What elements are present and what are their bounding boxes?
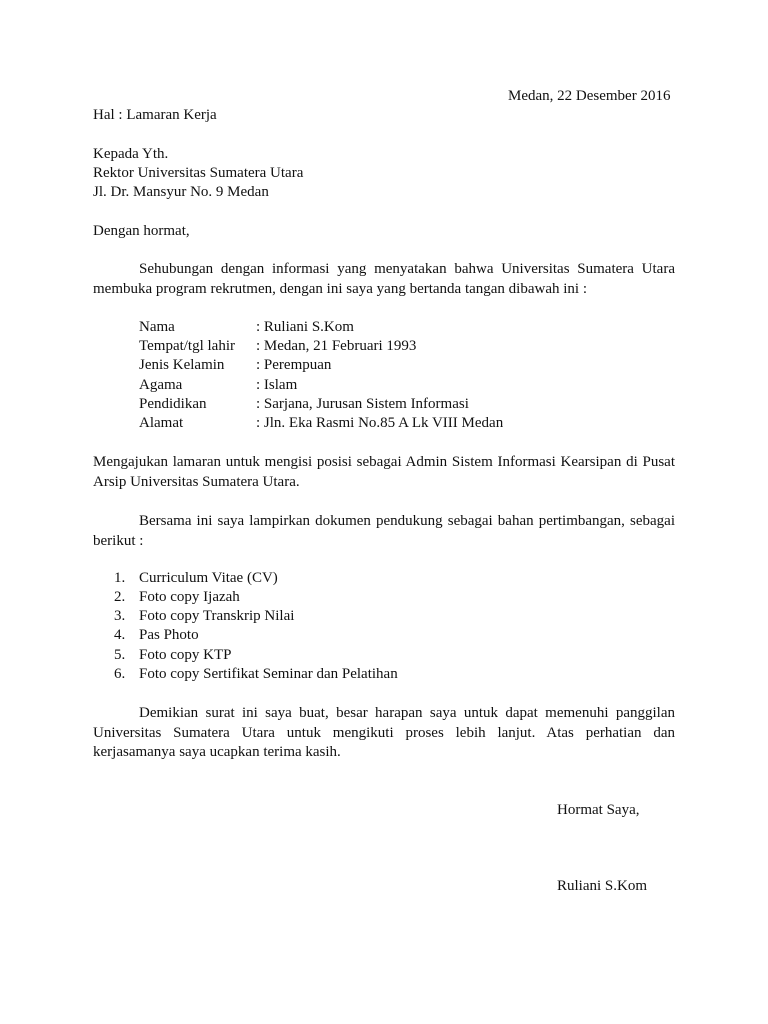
data-row-name <box>139 318 354 337</box>
list-number: 5. <box>114 647 126 663</box>
closing-paragraph: Demikian surat ini saya buat, besar harapan saya untuk dapat memenuhi panggilan Universitas Sumatera Utara untuk mengikuti proses lebih lanjut. Atas perhatian dan kerjasamanya saya ucapkan terima kasih. <box>93 705 675 760</box>
data-row-religion <box>139 376 297 395</box>
data-value: : Ruliani S.Kom <box>256 319 354 335</box>
recipient-line-3: Jl. Dr. Mansyur No. 9 Medan <box>93 184 269 200</box>
sign-off: Hormat Saya, <box>557 802 640 818</box>
signer-name: Ruliani S.Kom <box>557 878 648 894</box>
attachments-intro-paragraph: Bersama ini saya lampirkan dokumen pendukung sebagai bahan pertimbangan, sebagai berikut : <box>93 513 675 549</box>
data-label: Agama <box>139 377 183 393</box>
intro-paragraph: Sehubungan dengan informasi yang menyatakan bahwa Universitas Sumatera Utara membuka program rekrutmen, dengan ini saya yang bertanda tangan dibawah ini : <box>93 261 675 297</box>
list-item <box>114 607 294 626</box>
application-paragraph: Mengajukan lamaran untuk mengisi posisi sebagai Admin Sistem Informasi Kearsipan di Pusat Arsip Universitas Sumatera Utara. <box>93 454 675 490</box>
data-value: : Perempuan <box>256 357 332 373</box>
data-row-address <box>139 414 503 433</box>
list-item <box>114 626 199 645</box>
salutation: Dengan hormat, <box>93 223 190 239</box>
data-label: Nama <box>139 319 175 335</box>
recipient-line-2: Rektor Universitas Sumatera Utara <box>93 165 304 181</box>
list-number: 4. <box>114 627 126 643</box>
list-item <box>114 646 232 665</box>
list-item <box>114 665 398 684</box>
data-value: : Medan, 21 Februari 1993 <box>256 338 417 354</box>
data-row-gender <box>139 356 331 375</box>
data-value: : Jln. Eka Rasmi No.85 A Lk VIII Medan <box>256 415 504 431</box>
list-text: Foto copy Transkrip Nilai <box>139 608 295 624</box>
list-text: Foto copy Sertifikat Seminar dan Pelatihan <box>139 666 398 682</box>
list-item <box>114 569 278 588</box>
data-label: Tempat/tgl lahir <box>139 338 236 354</box>
data-row-education <box>139 395 469 414</box>
letter-subject: Hal : Lamaran Kerja <box>93 107 217 123</box>
data-label: Jenis Kelamin <box>139 357 225 373</box>
data-value: : Sarjana, Jurusan Sistem Informasi <box>256 396 469 412</box>
data-row-birth <box>139 337 416 356</box>
list-text: Pas Photo <box>139 627 199 643</box>
letter-date: Medan, 22 Desember 2016 <box>508 88 671 104</box>
data-value: : Islam <box>256 377 298 393</box>
list-text: Foto copy Ijazah <box>139 589 240 605</box>
list-number: 1. <box>114 570 126 586</box>
list-text: Foto copy KTP <box>139 647 232 663</box>
list-item <box>114 588 240 607</box>
list-number: 2. <box>114 589 126 605</box>
data-label: Alamat <box>139 415 184 431</box>
data-label: Pendidikan <box>139 396 207 412</box>
list-number: 3. <box>114 608 126 624</box>
recipient-line-1: Kepada Yth. <box>93 146 169 162</box>
list-number: 6. <box>114 666 126 682</box>
list-text: Curriculum Vitae (CV) <box>139 570 278 586</box>
